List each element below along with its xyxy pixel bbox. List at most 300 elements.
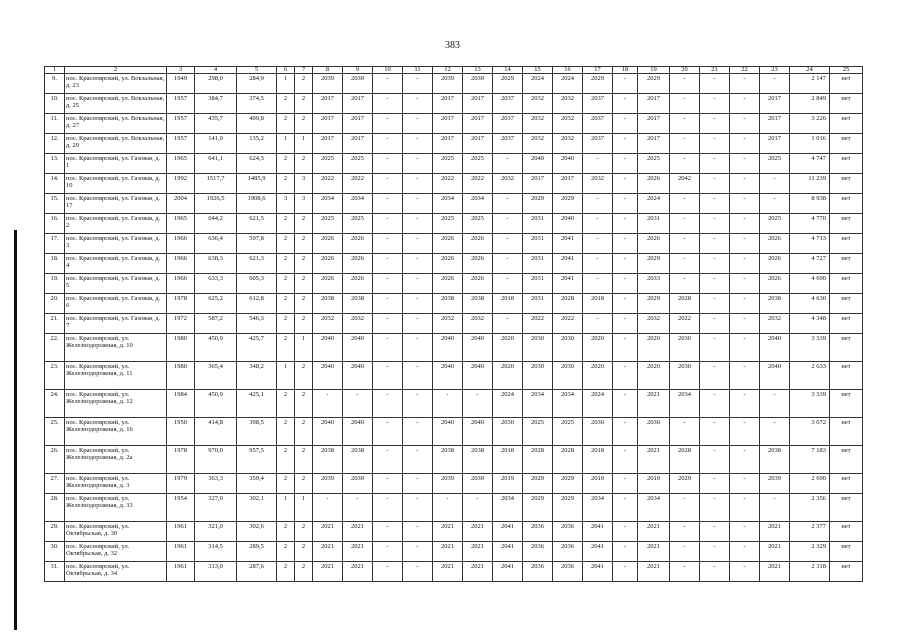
table-cell: - [583,254,613,274]
table-cell: 2017 [433,134,463,154]
table-cell: нет [830,390,863,418]
table-cell: - [403,494,433,522]
table-cell: 621,3 [237,254,277,274]
column-number-cell: 12 [433,67,463,74]
table-cell: 2039 [313,74,343,94]
table-cell: 2032 [553,94,583,114]
table-cell: - [670,154,700,174]
table-cell: - [403,234,433,254]
table-row [45,334,863,362]
table-cell: - [613,214,638,234]
row-number-cell: 30. [45,542,65,562]
table-row [45,494,863,522]
table-cell: 2017 [638,114,670,134]
table-cell: нет [830,94,863,114]
table-cell: - [670,522,700,542]
table-cell: - [730,494,760,522]
table-cell: 348,2 [237,362,277,390]
table-cell: 289,5 [237,542,277,562]
table-cell: 2019 [638,474,670,494]
table-cell: - [373,446,403,474]
column-number-cell: 11 [403,67,433,74]
table-cell: - [343,494,373,522]
table-cell: 384,7 [195,94,237,114]
table-cell: - [403,446,433,474]
value-cell: 11 239 [790,174,830,194]
table-cell: 409,8 [237,114,277,134]
row-number-cell: 13. [45,154,65,174]
column-number-cell: 25 [830,67,863,74]
table-cell: 425,1 [237,390,277,418]
table-cell: 2025 [463,154,493,174]
housing-repair-table [44,66,863,582]
table-cell: - [730,522,760,542]
table-cell: - [373,314,403,334]
table-cell: - [700,294,730,314]
table-cell: 2 [295,254,313,274]
table-cell: 2029 [670,474,700,494]
table-cell: 2029 [553,494,583,522]
table-cell: 2040 [313,334,343,362]
table-cell: 2026 [343,274,373,294]
table-cell: - [700,134,730,154]
table-cell: 1517,7 [195,174,237,194]
address-cell: пос. Красноярский, ул. Газовая, д. 17 [65,194,167,214]
table-cell: 1961 [167,522,195,542]
table-cell: 2024 [523,74,553,94]
table-cell: 2021 [343,562,373,582]
table-cell: 2034 [463,194,493,214]
table-cell: - [700,174,730,194]
table-row [45,134,863,154]
row-number-cell: 27. [45,474,65,494]
table-cell: - [613,522,638,542]
table-cell: - [373,234,403,254]
table-cell: 2029 [553,194,583,214]
table-cell: - [493,254,523,274]
table-cell: 2031 [638,214,670,234]
table-cell: нет [830,214,863,234]
table-cell: 2030 [553,362,583,390]
table-cell: 313,0 [195,562,237,582]
table-cell: 2024 [553,74,583,94]
table-cell: 2034 [553,390,583,418]
table-cell: - [433,494,463,522]
table-cell: 2029 [638,254,670,274]
table-cell: 2029 [638,294,670,314]
table-cell: 1 [277,494,295,522]
table-cell: 2041 [493,522,523,542]
table-cell: 2028 [553,446,583,474]
row-number-cell: 11. [45,114,65,134]
row-number-cell: 20. [45,294,65,314]
table-cell: 2 [295,362,313,390]
table-cell: 1957 [167,134,195,154]
table-cell: - [670,74,700,94]
table-cell: - [613,114,638,134]
table-cell: - [583,314,613,334]
table-cell: 2040 [463,362,493,390]
table-cell: - [373,194,403,214]
value-cell: 3 339 [790,334,830,362]
table-cell: 2030 [670,362,700,390]
table-cell: - [670,234,700,254]
table-cell: 2017 [343,94,373,114]
table-cell: 2025 [760,154,790,174]
table-cell: 2 [295,390,313,418]
table-cell: - [700,274,730,294]
table-cell: - [463,494,493,522]
table-cell: нет [830,274,863,294]
table-cell: - [373,294,403,314]
table-cell: нет [830,474,863,494]
table-row [45,390,863,418]
table-cell: - [403,522,433,542]
table-cell: 3 [295,174,313,194]
table-cell: - [463,390,493,418]
table-cell: - [730,562,760,582]
table-cell: - [373,390,403,418]
table-cell: - [583,214,613,234]
table-cell: 2021 [313,542,343,562]
table-cell: 2032 [760,314,790,334]
table-cell: - [670,134,700,154]
table-cell: 2032 [583,174,613,194]
table-cell: 2021 [463,522,493,542]
table-cell: 2 [277,234,295,254]
table-cell: 435,7 [195,114,237,134]
table-cell: 2 [295,474,313,494]
table-cell: 2039 [463,474,493,494]
table-cell: 2029 [523,194,553,214]
table-cell: 2022 [343,174,373,194]
table-cell: - [403,114,433,134]
table-cell: нет [830,254,863,274]
table-cell: - [403,274,433,294]
table-cell: 2017 [433,94,463,114]
table-cell: 2034 [343,194,373,214]
table-cell: - [700,446,730,474]
table-cell: - [493,154,523,174]
table-cell: 2040 [343,418,373,446]
table-cell: нет [830,294,863,314]
table-cell: 2039 [313,474,343,494]
table-cell: 2018 [493,294,523,314]
binding-edge-line [14,230,17,630]
value-cell: 2 318 [790,562,830,582]
table-cell: 2 [277,94,295,114]
table-cell: 2026 [463,254,493,274]
table-cell: 1954 [167,494,195,522]
table-cell: - [403,418,433,446]
table-cell: 1485,9 [237,174,277,194]
table-cell: - [613,194,638,214]
table-cell: 2 [277,562,295,582]
value-cell: 2 377 [790,522,830,542]
table-cell: 2029 [583,74,613,94]
table-cell: - [493,194,523,214]
column-number-cell: 16 [553,67,583,74]
table-cell: - [730,542,760,562]
table-cell: - [613,362,638,390]
table-cell: - [730,274,760,294]
table-cell: 2026 [343,234,373,254]
table-cell: 2036 [553,562,583,582]
table-cell: - [373,542,403,562]
table-cell: 2040 [760,362,790,390]
table-cell: 2031 [523,214,553,234]
value-cell: 2 329 [790,542,830,562]
row-number-cell: 31. [45,562,65,582]
table-cell: 2 [295,274,313,294]
table-cell: - [613,154,638,174]
table-cell: 2 [277,334,295,362]
table-cell: - [670,562,700,582]
table-cell: - [403,134,433,154]
table-cell: 2022 [463,174,493,194]
table-cell: 2030 [670,334,700,362]
table-cell: - [700,562,730,582]
table-cell: - [613,254,638,274]
table-cell: 2039 [343,474,373,494]
table-cell: 2032 [433,314,463,334]
table-cell: 2025 [553,418,583,446]
table-cell: 2039 [343,74,373,94]
table-cell: 1966 [167,234,195,254]
table-cell: 2 [295,522,313,542]
table-cell: - [373,154,403,174]
address-cell: пос. Красноярский, ул. Газовая, д. 6 [65,294,167,314]
table-cell: 2026 [313,234,343,254]
table-cell: - [700,542,730,562]
table-cell: - [403,214,433,234]
value-cell: 1 016 [790,134,830,154]
table-cell: 2040 [433,418,463,446]
column-number-cell: 13 [463,67,493,74]
table-cell: 2 [295,74,313,94]
table-cell: - [403,194,433,214]
table-cell: 2 [295,234,313,254]
table-cell: 1980 [167,362,195,390]
address-cell: пос. Красноярский, ул. Газовая, д. 2 [65,214,167,234]
table-cell: 2039 [433,74,463,94]
table-cell: 2 [295,114,313,134]
table-cell: нет [830,362,863,390]
table-row [45,294,863,314]
table-cell: 2026 [760,274,790,294]
table-cell: 2040 [523,154,553,174]
address-cell: пос. Красноярский, ул. Вокзальная, д. 23 [65,74,167,94]
value-cell: 4 747 [790,154,830,174]
table-cell: 633,3 [195,274,237,294]
table-cell: 374,5 [237,94,277,114]
table-cell: 2038 [433,446,463,474]
value-cell: 4 770 [790,214,830,234]
table-cell: 597,8 [237,234,277,254]
table-cell: 2017 [553,174,583,194]
table-cell: - [700,114,730,134]
address-cell: пос. Красноярский, ул. Газовая, д. 10 [65,174,167,194]
table-cell: - [700,390,730,418]
table-cell: 2020 [583,334,613,362]
table-cell: 2025 [313,214,343,234]
address-cell: пос. Красноярский, ул. Газовая, д. 7 [65,314,167,334]
table-cell: 2031 [523,274,553,294]
table-cell: 2029 [493,74,523,94]
table-cell: 2029 [553,474,583,494]
value-cell: 2 690 [790,474,830,494]
table-cell: 2017 [313,94,343,114]
table-row [45,362,863,390]
table-cell: - [730,362,760,390]
table-cell: - [373,254,403,274]
table-cell: 2041 [553,234,583,254]
table-cell: 2042 [670,174,700,194]
table-cell: 1949 [167,74,195,94]
table-cell: нет [830,418,863,446]
address-cell: пос. Красноярский, ул. Газовая, д. 4 [65,254,167,274]
table-cell: 2021 [433,562,463,582]
table-cell: 2017 [760,134,790,154]
table-cell: 1978 [167,294,195,314]
table-cell: 2 [277,254,295,274]
table-cell: нет [830,522,863,542]
table-cell: 2040 [313,362,343,390]
table-cell: 2021 [433,542,463,562]
table-cell: нет [830,446,863,474]
table-cell: - [403,254,433,274]
table-cell: 2021 [638,562,670,582]
table-cell: - [373,562,403,582]
value-cell: 2 849 [790,94,830,114]
table-cell: 2022 [553,314,583,334]
table-cell: 2040 [553,214,583,234]
table-cell: - [343,390,373,418]
table-cell: - [730,390,760,418]
column-number-cell: 4 [195,67,237,74]
table-cell: 2032 [493,174,523,194]
table-cell: 2032 [313,314,343,334]
table-cell: 1961 [167,542,195,562]
table-cell: - [700,94,730,114]
table-cell: 2038 [463,294,493,314]
table-cell: 2024 [638,194,670,214]
table-cell: 2017 [760,114,790,134]
row-number-cell: 16. [45,214,65,234]
table-cell: 2 [277,154,295,174]
table-cell: - [613,314,638,334]
table-cell: - [700,194,730,214]
table-cell: 2029 [638,74,670,94]
table-cell: 2030 [583,418,613,446]
table-cell: 2039 [760,474,790,494]
table-cell: - [730,446,760,474]
table-cell: 2020 [493,334,523,362]
table-cell: 2036 [553,522,583,542]
table-cell: 644,2 [195,214,237,234]
table-cell: - [373,94,403,114]
table-cell: 621,5 [237,214,277,234]
table-cell: 605,3 [237,274,277,294]
column-number-cell: 7 [295,67,313,74]
table-cell: 2026 [760,254,790,274]
address-cell: пос. Красноярский, ул. Железнодорожная, д. 33 [65,494,167,522]
table-cell: - [700,334,730,362]
table-cell: 2 [295,562,313,582]
table-cell: 2 [295,94,313,114]
column-number-cell: 22 [730,67,760,74]
table-cell: - [760,174,790,194]
table-cell: - [730,174,760,194]
table-cell: - [700,214,730,234]
table-cell: 321,0 [195,522,237,542]
table-cell: 2022 [523,314,553,334]
table-cell: - [670,542,700,562]
table-cell: - [583,154,613,174]
table-cell: 1908,6 [237,194,277,214]
table-row [45,522,863,542]
table-cell: 2017 [313,134,343,154]
table-cell: 2021 [343,522,373,542]
column-number-cell: 9 [343,67,373,74]
table-cell: 2020 [583,362,613,390]
table-cell: - [730,214,760,234]
table-cell: - [760,494,790,522]
value-cell: 3 072 [790,418,830,446]
table-cell: 2017 [343,114,373,134]
table-cell: 638,3 [195,254,237,274]
table-cell: - [730,134,760,154]
table-cell: нет [830,234,863,254]
row-number-cell: 14. [45,174,65,194]
table-cell: нет [830,562,863,582]
table-cell: 287,6 [237,562,277,582]
table-cell: 284,9 [237,74,277,94]
table-cell: 641,1 [195,154,237,174]
table-cell: - [403,390,433,418]
table-cell: - [403,154,433,174]
table-cell: - [613,562,638,582]
table-cell: 2019 [583,474,613,494]
table-cell: 1980 [167,334,195,362]
table-cell: 2038 [463,446,493,474]
table-cell: 636,4 [195,234,237,254]
table-cell: 302,1 [237,494,277,522]
table-cell: 2041 [493,562,523,582]
table-cell: 2 [295,542,313,562]
table-cell: 2025 [523,418,553,446]
table-cell: 1950 [167,418,195,446]
table-cell: 2021 [343,542,373,562]
table-cell: - [760,194,790,214]
table-cell: нет [830,134,863,154]
table-row [45,418,863,446]
column-number-cell: 8 [313,67,343,74]
table-cell: 2034 [313,194,343,214]
table-cell: 2017 [463,114,493,134]
table-row [45,154,863,174]
row-number-cell: 24. [45,390,65,418]
address-cell: пос. Красноярский, ул. Железнодорожная, д. 2а [65,446,167,474]
table-cell: 2021 [760,522,790,542]
table-cell: 2019 [493,474,523,494]
table-cell: - [373,214,403,234]
table-cell: 2038 [343,294,373,314]
table-cell: - [700,154,730,174]
table-cell: 2041 [583,542,613,562]
table-cell: - [730,94,760,114]
address-cell: пос. Красноярский, ул. Газовая, д. 3 [65,234,167,254]
